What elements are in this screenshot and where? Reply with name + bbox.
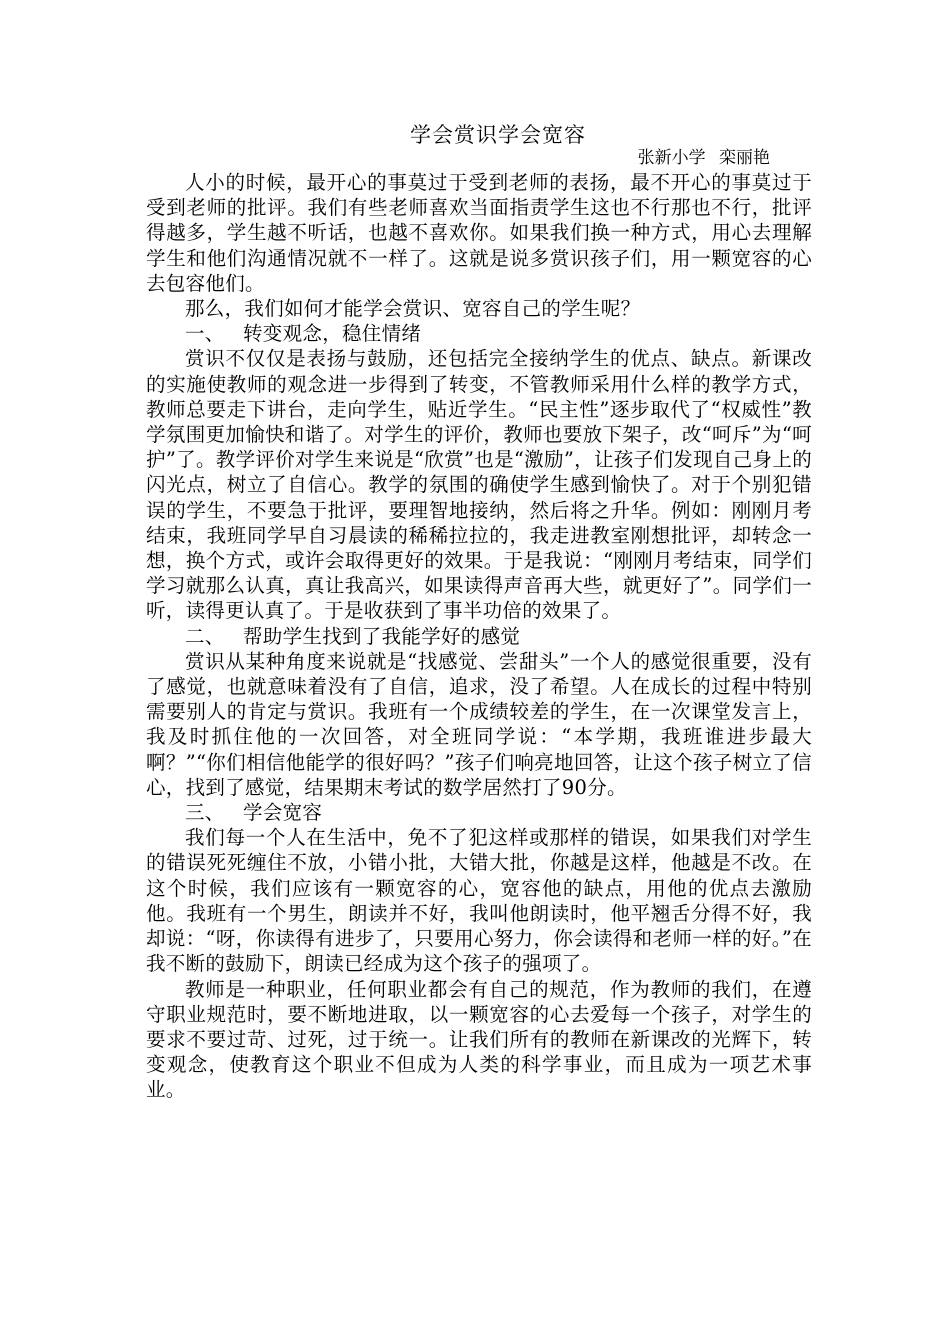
section-body-3: 我们每一个人在生活中，免不了犯这样或那样的错误，如果我们对学生的错误死死缠住不放，小错小批，大错大批，你越是这样，他越是不改。在这个时候，我们应该有一颗宽容的心，宽容他的缺点，用他的优点去激励他。我班有一个男生，朗读并不好，我叫他朗读时，他平翘舌分得不好，我却说：“呀，你读得有进步了，只要用心努力，你会读得和老师一样的好。”在我不断的鼓励下，朗读已经成为这个孩子的强项了。 <box>146 826 812 976</box>
section-body-2: 赏识从某种角度来说就是“找感觉、尝甜头”一个人的感觉很重要，没有了感觉，也就意味着没有了自信，追求，没了希望。人在成长的过程中特别需要别人的肯定与赏识。我班有一个成绩较差的学生，在一次课堂发言上，我及时抓住他的一次回答，对全班同学说：“本学期，我班谁进步最大啊？”“你们相信他能学的很好吗？”孩子们响亮地回答，让这个孩子树立了信心，找到了感觉，结果期末考试的数学居然打了90分。 <box>146 649 812 799</box>
section-heading-1 <box>146 321 812 346</box>
section-title: 转变观念，稳住情绪 <box>243 322 422 346</box>
section-heading-3 <box>146 800 812 825</box>
document-title: 学会赏识学会宽容 <box>410 123 586 147</box>
section-body-1: 赏识不仅仅是表扬与鼓励，还包括完全接纳学生的优点、缺点。新课改的实施使教师的观念进一步得到了转变，不管教师采用什么样的教学方式，教师总要走下讲台，走向学生，贴近学生。“民主性”逐步取代了“权威性”教学氛围更加愉快和谐了。对学生的评价，教师也要放下架子，改“呵斥”为“呵护”了。教学评价对学生来说是“欣赏”也是“激励”，让孩子们发现自己身上的闪光点，树立了自信心。教学的氛围的确使学生感到愉快了。对于个别犯错误的学生，不要急于批评，要理智地接纳，然后将之升华。例如：刚刚月考结束，我班同学早自习晨读的稀稀拉拉的，我走进教室刚想批评，却转念一想，换个方式，或许会取得更好的效果。于是我说：“刚刚月考结束，同学们学习就那么认真，真让我高兴，如果读得声音再大些，就更好了”。同学们一听，读得更认真了。于是收获到了事半功倍的效果了。 <box>146 347 812 623</box>
question-paragraph: 那么，我们如何才能学会赏识、宽容自己的学生呢？ <box>185 297 641 321</box>
section-number: 二、 <box>185 624 225 648</box>
section-title: 学会宽容 <box>243 801 323 825</box>
author-line: 张新小学 栾丽艳 <box>637 148 770 168</box>
section-number: 一、 <box>185 322 225 346</box>
section-title: 帮助学生找到了我能学好的感觉 <box>243 624 521 648</box>
section-number: 三、 <box>185 801 225 825</box>
document-page <box>146 118 812 1103</box>
conclusion-paragraph: 教师是一种职业，任何职业都会有自己的规范，作为教师的我们，在遵守职业规范时，要不断地进取，以一颗宽容的心去爱每一个孩子，对学生的要求不要过苛、过死，过于统一。让我们所有的教师在新课改的光辉下，转变观念，使教育这个职业不但成为人类的科学事业，而且成为一项艺术事业。 <box>146 977 812 1102</box>
intro-paragraph: 人小的时候，最开心的事莫过于受到老师的表扬，最不开心的事莫过于受到老师的批评。我们有些老师喜欢当面指责学生这也不行那也不行，批评得越多，学生越不听话，也越不喜欢你。如果我们换一种方式，用心去理解学生和他们沟通情况就不一样了。这就是说多赏识孩子们，用一颗宽容的心去包容他们。 <box>146 171 812 295</box>
section-heading-2 <box>146 624 812 649</box>
